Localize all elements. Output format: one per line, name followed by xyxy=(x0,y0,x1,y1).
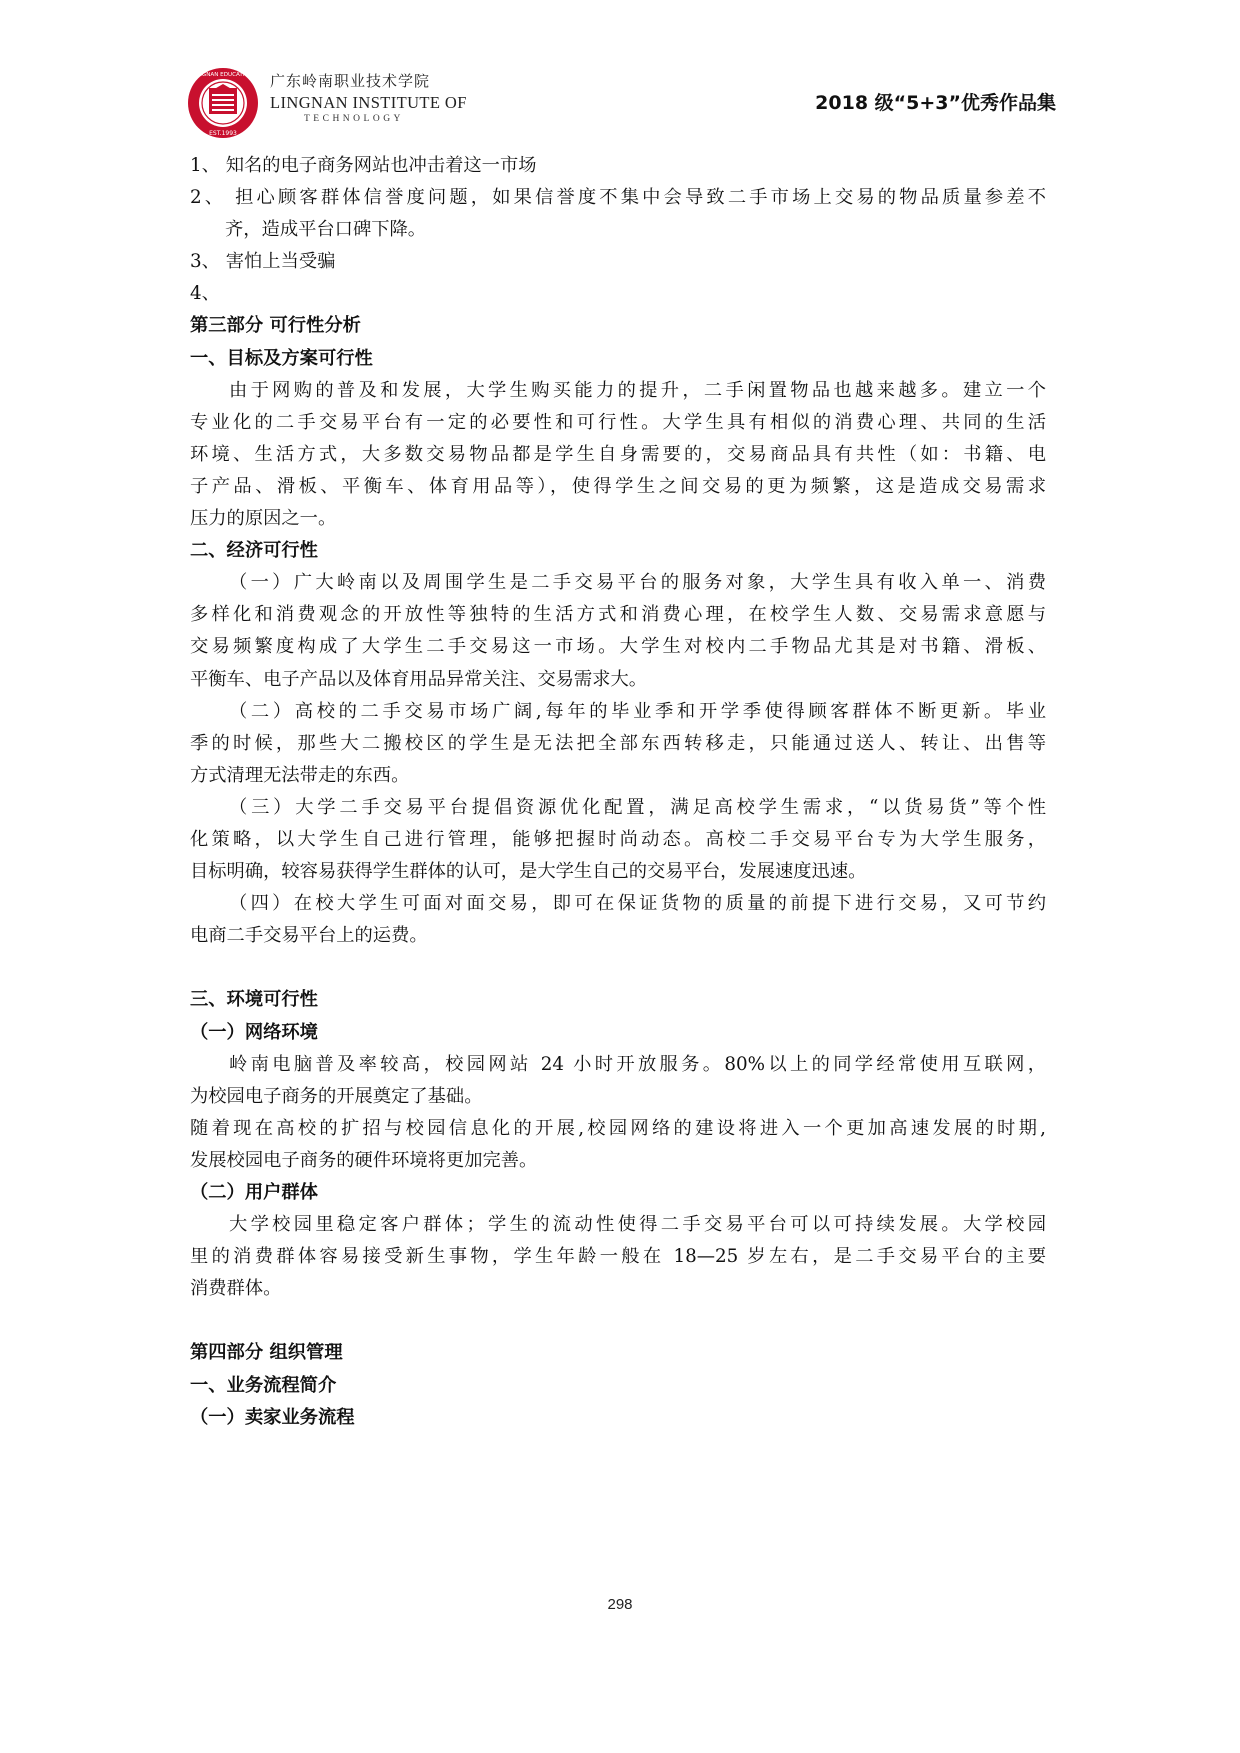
institute-name-cn: 广东岭南职业技术学院 xyxy=(270,72,431,90)
list-item-continuation: 齐，造成平台口碑下降。 xyxy=(225,219,427,241)
part-heading: 第三部分 可行性分析 xyxy=(190,315,361,337)
paragraph-line: 压力的原因之一。 xyxy=(190,508,337,530)
college-logo-seal xyxy=(186,66,260,140)
paragraph-line: 环境、生活方式，大多数交易物品都是学生自身需要的，交易商品具有共性（如：书籍、电 xyxy=(190,443,1046,465)
page-number: 298 xyxy=(607,1596,633,1613)
paragraph-line: 专业化的二手交易平台有一定的必要性和可行性。大学生具有相似的消费心理、共同的生活 xyxy=(190,411,1046,433)
collection-title: 2018 级“5+3”优秀作品集 xyxy=(815,92,1056,114)
list-item: 4、 xyxy=(190,283,220,305)
institute-name-en-2: TECHNOLOGY xyxy=(304,114,404,124)
paragraph-line: 方式清理无法带走的东西。 xyxy=(190,764,410,786)
paragraph-line: （四）在校大学生可面对面交易，即可在保证货物的质量的前提下进行交易，又可节约 xyxy=(229,893,1046,915)
blank-line xyxy=(190,952,1046,984)
paragraph-line: 交易频繁度构成了大学生二手交易这一市场。大学生对校内二手物品尤其是对书籍、滑板、 xyxy=(190,636,1046,658)
paragraph-line: 发展校园电子商务的硬件环境将更加完善。 xyxy=(190,1149,538,1171)
paragraph-line: （二）高校的二手交易市场广阔,每年的毕业季和开学季使得顾客群体不断更新。毕业 xyxy=(229,700,1046,722)
paragraph-line: （一）广大岭南以及周围学生是二手交易平台的服务对象，大学生具有收入单一、消费 xyxy=(229,572,1046,594)
logo-ring-text: LINGNAN EDUCATION xyxy=(192,72,254,78)
logo-est-text: EST.1993 xyxy=(209,130,237,137)
paragraph-line: 随着现在高校的扩招与校园信息化的开展,校园网络的建设将进入一个更加高速发展的时期, xyxy=(190,1117,1046,1139)
subsection-heading: （二）用户群体 xyxy=(190,1182,318,1203)
paragraph-line: 电商二手交易平台上的运费。 xyxy=(190,925,428,947)
paragraph-line: 平衡车、电子产品以及体育用品异常关注、交易需求大。 xyxy=(190,668,648,690)
subsection-heading: （一）卖家业务流程 xyxy=(190,1406,355,1428)
page-header xyxy=(0,0,1240,140)
paragraph-line: （三）大学二手交易平台提倡资源优化配置，满足高校学生需求，“以货易货”等个性 xyxy=(229,796,1046,818)
document-body xyxy=(190,150,1046,1434)
list-item: 2、 担心顾客群体信誉度问题，如果信誉度不集中会导致二手市场上交易的物品质量参差不 xyxy=(190,187,1046,209)
paragraph-line: 为校园电子商务的开展奠定了基础。 xyxy=(190,1085,483,1107)
institute-name-en: LINGNAN INSTITUTE OF xyxy=(270,93,467,112)
paragraph-line: 多样化和消费观念的开放性等独特的生活方式和消费心理，在校学生人数、交易需求意愿与 xyxy=(190,604,1046,626)
institute-name-block xyxy=(270,70,467,124)
paragraph-line: 化策略，以大学生自己进行管理，能够把握时尚动态。高校二手交易平台专为大学生服务， xyxy=(190,828,1046,850)
section-heading: 二、经济可行性 xyxy=(190,540,318,562)
paragraph-line: 子产品、滑板、平衡车、体育用品等），使得学生之间交易的更为频繁，这是造成交易需求 xyxy=(190,475,1046,497)
paragraph-line: 由于网购的普及和发展，大学生购买能力的提升，二手闲置物品也越来越多。建立一个 xyxy=(229,379,1046,401)
paragraph-line: 里的消费群体容易接受新生事物，学生年龄一般在 18—25 岁左右，是二手交易平台的主要 xyxy=(190,1246,1046,1268)
paragraph-line: 目标明确，较容易获得学生群体的认可，是大学生自己的交易平台，发展速度迅速。 xyxy=(190,861,867,883)
section-heading: 一、业务流程简介 xyxy=(190,1374,337,1396)
paragraph-line: 消费群体。 xyxy=(190,1278,282,1300)
paragraph-line: 季的时候，那些大二搬校区的学生是无法把全部东西转移走，只能通过送人、转让、出售等 xyxy=(190,732,1046,754)
paragraph-line: 岭南电脑普及率较高，校园网站 24 小时开放服务。80%以上的同学经常使用互联网， xyxy=(229,1053,1046,1075)
paragraph-line: 大学校园里稳定客户群体；学生的流动性使得二手交易平台可以可持续发展。大学校园 xyxy=(229,1214,1046,1236)
list-item: 1、 知名的电子商务网站也冲击着这一市场 xyxy=(190,155,537,176)
part-heading: 第四部分 组织管理 xyxy=(190,1342,343,1364)
list-item: 3、 害怕上当受骗 xyxy=(190,251,336,273)
blank-line xyxy=(190,1305,1046,1337)
section-heading: 三、环境可行性 xyxy=(190,989,318,1011)
subsection-heading: （一）网络环境 xyxy=(190,1021,318,1043)
section-heading: 一、目标及方案可行性 xyxy=(190,347,373,369)
